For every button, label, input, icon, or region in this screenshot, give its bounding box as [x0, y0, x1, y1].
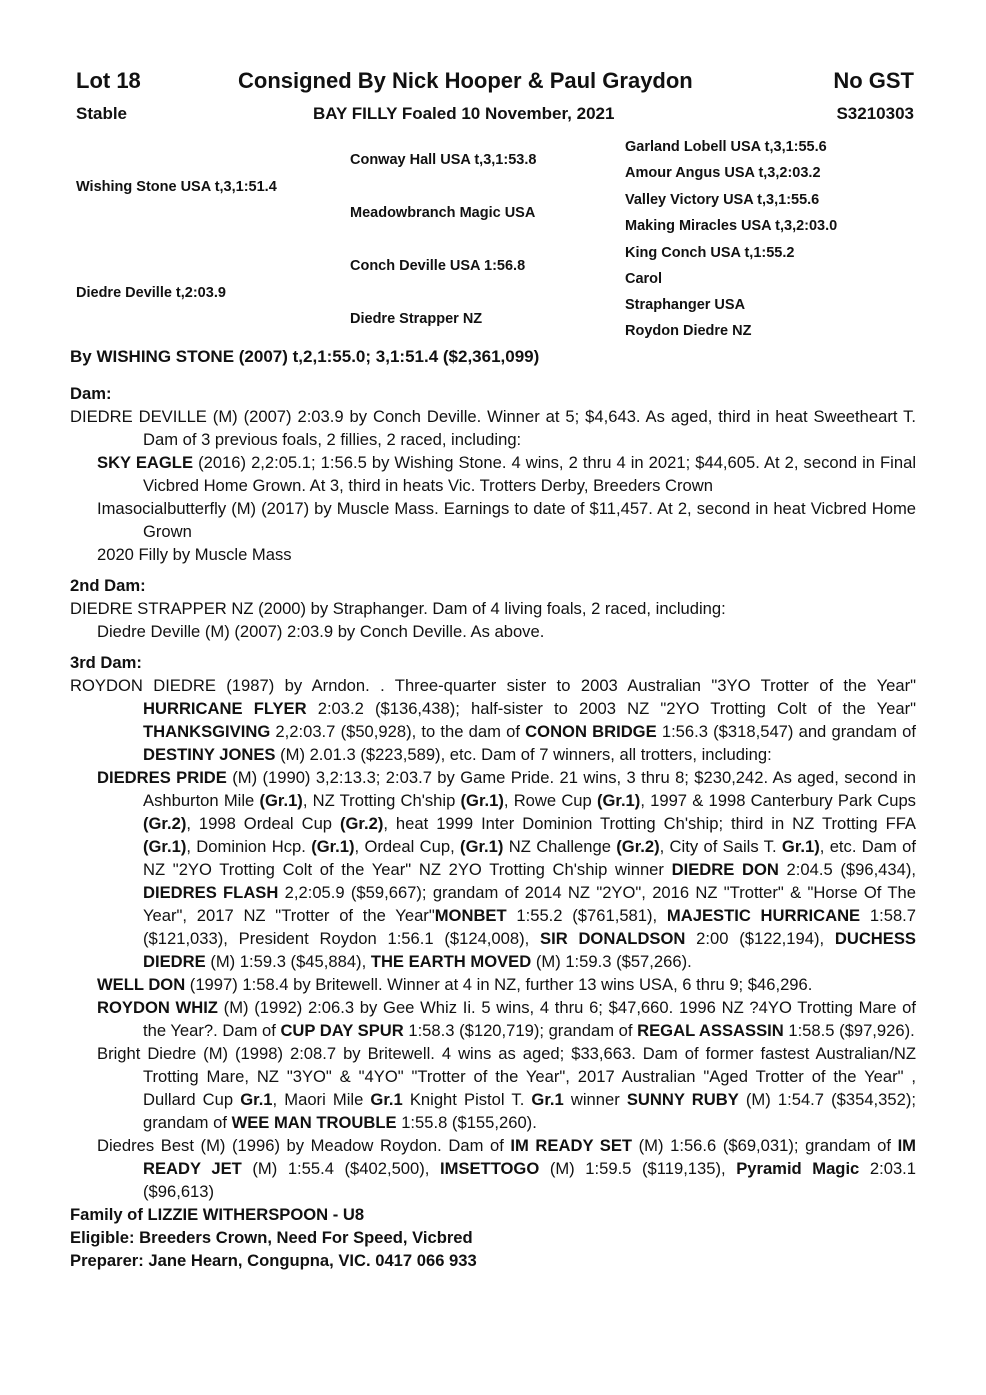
horse-description: BAY FILLY Foaled 10 November, 2021 — [313, 104, 615, 123]
pedigree-dam-sire: Conch Deville USA 1:56.8 — [350, 258, 526, 274]
dam-paragraph: DIEDRE DEVILLE (M) (2007) 2:03.9 by Conch Deville. Winner at 5; $4,643. As aged, third in heat Sweetheart T. Dam of 3 previous foals, 2 fillies, 2 raced, including: — [70, 407, 916, 449]
consignor: Consigned By Nick Hooper & Paul Graydon — [238, 68, 693, 93]
dam3-foal: Bright Diedre (M) (1998) 2:08.7 by Britewell. 4 wins as aged; $33,663. Dam of former fastest Australian/NZ Trotting Mare, NZ "3YO" & "4YO" "Trotter of the Year", 2017 Australian "Aged Trotter of the Year" , Dullard Cup Gr.1, Maori Mile Gr.1 Knight Pistol T. Gr.1 winner SUNNY RUBY (M) 1:54.7 ($354,352); grandam of WEE MAN TROUBLE 1:55.8 ($155,260). — [97, 1044, 916, 1132]
pedigree-gen3-8: Roydon Diedre NZ — [625, 323, 752, 339]
dam-foal: Imasocialbutterfly (M) (2017) by Muscle Mass. Earnings to date of $11,457. At 2, second in heat Vicbred Home Grown — [97, 499, 916, 541]
preparer-line: Preparer: Jane Hearn, Congupna, VIC. 0417 066 933 — [70, 1251, 477, 1270]
dam3-foal: ROYDON WHIZ (M) (1992) 2:06.3 by Gee Whiz Ii. 5 wins, 4 thru 6; $47,660. 1996 NZ ?4YO Trotting Mare of the Year?. Dam of CUP DAY SPUR 1:58.3 ($120,719); grandam of REGAL ASSASSIN 1:58.5 ($97,926). — [97, 998, 916, 1040]
gst-status: No GST — [833, 68, 914, 93]
dam-heading: Dam: — [70, 384, 112, 403]
dam-foal: 2020 Filly by Muscle Mass — [97, 545, 292, 564]
catalogue-body — [70, 345, 916, 1272]
pedigree-dam-dam: Diedre Strapper NZ — [350, 311, 483, 327]
stable-label: Stable — [76, 104, 128, 123]
pedigree-gen3-6: Carol — [625, 271, 663, 287]
pedigree-gen3-4: Making Miracles USA t,3,2:03.0 — [625, 218, 838, 234]
pedigree-gen3-2: Amour Angus USA t,3,2:03.2 — [625, 165, 821, 181]
lot-subheader — [76, 104, 914, 126]
dam3-paragraph: ROYDON DIEDRE (1987) by Arndon. . Three-quarter sister to 2003 Australian "3YO Trotter of the Year" HURRICANE FLYER 2:03.2 ($136,438); half-sister to 2003 NZ "2YO Trotting Colt of the Year" THANKSGIVING 2,2:03.7 ($50,928), to the dam of CONON BRIDGE 1:56.3 ($318,547) and grandam of DESTINY JONES (M) 2.01.3 ($223,589), etc. Dam of 7 winners, all trotters, including: — [70, 676, 916, 764]
dam3-foal: WELL DON (1997) 1:58.4 by Britewell. Winner at 4 in NZ, further 13 wins USA, 6 thru 9; $46,296. — [97, 975, 813, 994]
dam3-foal: DIEDRES PRIDE (M) (1990) 3,2:13.3; 2:03.7 by Game Pride. 21 wins, 3 thru 8; $230,242. As aged, second in Ashburton Mile (Gr.1), NZ Trotting Ch'ship (Gr.1), Rowe Cup (Gr.1), 1997 & 1998 Canterbury Park Cups (Gr.2), 1998 Ordeal Cup (Gr.2), heat 1999 Inter Dominion Trotting Ch'ship; third in NZ Trotting FFA (Gr.1), Dominion Hcp. (Gr.1), Ordeal Cup, (Gr.1) NZ Challenge (Gr.2), City of Sails T. Gr.1), etc. Dam of NZ "2YO Trotting Colt of the Year" NZ 2YO Trotting Ch'ship winner DIEDRE DON 2:04.5 ($96,434), DIEDRES FLASH 2,2:05.9 ($59,667); grandam of 2014 NZ "2YO", 2016 NZ "Trotter" & "Horse Of The Year", 2017 NZ "Trotter of the Year"MONBET 1:55.2 ($761,581), MAJESTIC HURRICANE 1:58.7 ($121,033), President Roydon 1:56.1 ($124,008), SIR DONALDSON 2:00 ($122,194), DUCHESS DIEDRE (M) 1:59.3 ($45,884), THE EARTH MOVED (M) 1:59.3 ($57,266). — [97, 768, 917, 971]
dam-foal: SKY EAGLE (2016) 2,2:05.1; 1:56.5 by Wishing Stone. 4 wins, 2 thru 4 in 2021; $44,605. At 2, second in Final Vicbred Home Grown. At 3, third in heats Vic. Trotters Derby, Breeders Crown — [97, 453, 916, 495]
pedigree-gen3-5: King Conch USA t,1:55.2 — [625, 245, 795, 261]
lot-code: S3210303 — [836, 104, 914, 123]
pedigree-gen3-3: Valley Victory USA t,3,1:55.6 — [625, 192, 820, 208]
dam2-heading: 2nd Dam: — [70, 576, 146, 595]
pedigree-sire: Wishing Stone USA t,3,1:51.4 — [76, 179, 277, 195]
dam2-foal: Diedre Deville (M) (2007) 2:03.9 by Conch Deville. As above. — [97, 622, 545, 641]
pedigree-sire-dam: Meadowbranch Magic USA — [350, 205, 536, 221]
sire-line: By WISHING STONE (2007) t,2,1:55.0; 3,1:51.4 ($2,361,099) — [70, 347, 540, 366]
family-line: Family of LIZZIE WITHERSPOON - U8 — [70, 1205, 365, 1224]
pedigree-gen3-7: Straphanger USA — [625, 297, 746, 313]
lot-header — [76, 68, 914, 98]
pedigree-gen3-1: Garland Lobell USA t,3,1:55.6 — [625, 139, 827, 155]
dam3-foal: Diedres Best (M) (1996) by Meadow Roydon. Dam of IM READY SET (M) 1:56.6 ($69,031); grandam of IM READY JET (M) 1:55.4 ($402,500), IMSETTOGO (M) 1:59.5 ($119,135), Pyramid Magic 2:03.1 ($96,613) — [97, 1136, 917, 1201]
pedigree-sire-sire: Conway Hall USA t,3,1:53.8 — [350, 152, 537, 168]
pedigree-dam: Diedre Deville t,2:03.9 — [76, 285, 226, 301]
lot-number: Lot 18 — [76, 68, 141, 93]
dam3-heading: 3rd Dam: — [70, 653, 142, 672]
eligible-line: Eligible: Breeders Crown, Need For Speed, Vicbred — [70, 1228, 473, 1247]
dam2-paragraph: DIEDRE STRAPPER NZ (2000) by Straphanger. Dam of 4 living foals, 2 raced, including: — [70, 599, 726, 618]
